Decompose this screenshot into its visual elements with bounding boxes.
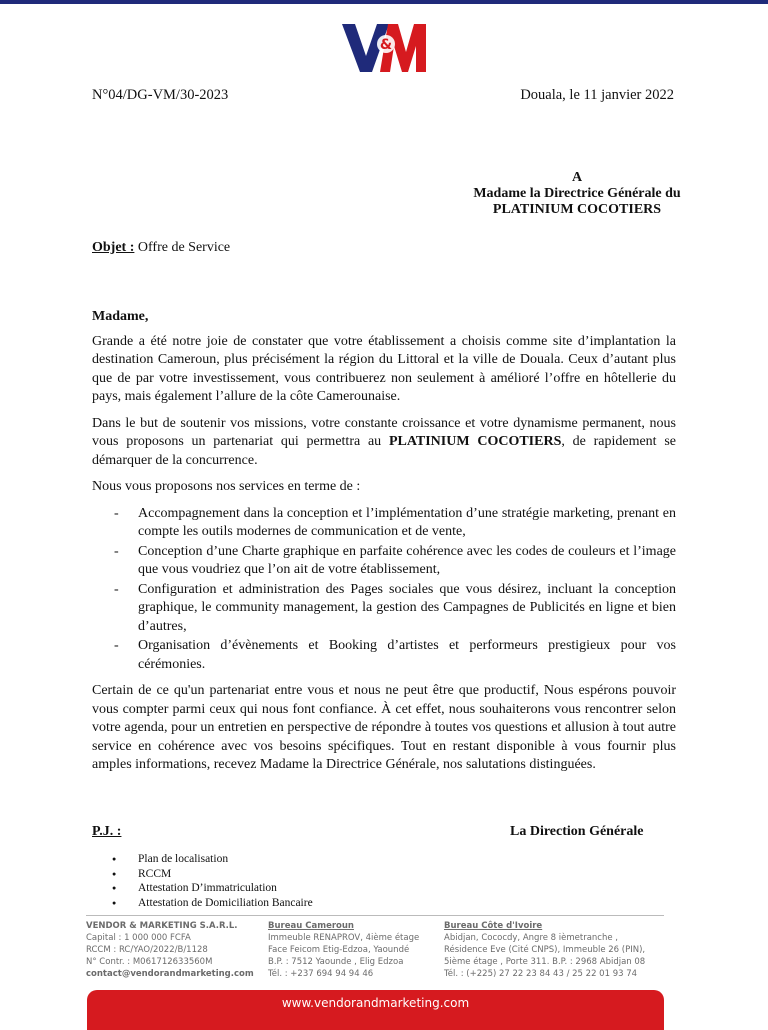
- service-item: - Organisation d’évènements et Booking d’artistes et performeurs prestigieux pour vos cérémonies.: [92, 637, 676, 674]
- letter-date: Douala, le 11 janvier 2022: [520, 87, 674, 103]
- subject-line: [92, 240, 230, 256]
- svg-text:&: &: [379, 37, 393, 53]
- recipient-block: [440, 170, 714, 218]
- letter-body: [92, 308, 676, 783]
- closing-paragraph: Certain de ce qu'un partenariat entre vous et nous ne peut être que productif, Nous espérons pouvoir vous compter parmi ceux qui nous font confiance. À cet effet, nous souhaiterons vous rencontrer selon votre agenda, pour un entretien en perspective de répondre à toutes vos questions et allusion à tout autre service en cohérence avec vos besoins spécifiques. Tout en restant disponible à vous fournir plus amples informations, recevez Madame la Directrice Générale, nos salutations distinguées.: [92, 683, 676, 772]
- footer-bureau-cameroun: [268, 920, 419, 980]
- paragraph-2-start: Dans le but de soutenir vos missions, votre constante croissance et votre dynamisme permanent, nous vous proposons un partenariat qui permettra au: [92, 415, 676, 449]
- subject-text: Offre de Service: [137, 240, 231, 255]
- attachment-item: ● RCCM: [112, 867, 313, 882]
- bureau-ivoire-phone: Tél. : (+225) 27 22 23 84 43 / 25 22 01 93 74: [444, 969, 638, 979]
- letter-reference: N°04/DG-VM/30-2023: [92, 87, 229, 103]
- footer-divider: [86, 915, 664, 916]
- attachment-item: ● Plan de localisation: [112, 852, 313, 867]
- footer-company-info: [86, 920, 254, 980]
- top-border-bar: [0, 0, 768, 4]
- paragraph-2-client-name: PLATINIUM COCOTIERS: [388, 434, 562, 449]
- recipient-line-3: PLATINIUM COCOTIERS: [492, 202, 662, 217]
- company-email[interactable]: contact@vendorandmarketing.com: [86, 969, 254, 979]
- footer-red-band: [87, 990, 664, 1030]
- paragraph-2-end: , de rapidement se démarquer de la concurrence.: [92, 434, 676, 468]
- bureau-ivoire-line: 5ième étage , Porte 311. B.P. : 2968 Abidjan 08: [444, 957, 646, 967]
- company-contr: N° Contr. : M061712633560M: [86, 957, 213, 967]
- service-item: - Accompagnement dans la conception et l’implémentation d’une stratégie marketing, prenant en compte les outils modernes de communication et de vente,: [92, 505, 676, 542]
- website-link[interactable]: www.vendorandmarketing.com: [281, 996, 470, 1010]
- subject-label: Objet :: [92, 240, 135, 255]
- services-list: [92, 505, 676, 675]
- attachments-label: P.J. :: [92, 824, 122, 839]
- footer-bureau-cote-ivoire: [444, 920, 645, 980]
- services-intro: Nous vous proposons nos services en terme de :: [92, 479, 361, 494]
- paragraph-2: [92, 415, 676, 471]
- company-rccm: RCCM : RC/YAO/2022/B/1128: [86, 945, 208, 955]
- salutation: Madame,: [92, 309, 149, 324]
- service-item: - Configuration et administration des Pages sociales que vous désirez, incluant la conception graphique, le community management, la gestion des Campagnes de Publicités en ligne et bien d’autres,: [92, 581, 676, 637]
- recipient-line-2: Madame la Directrice Générale du: [473, 186, 681, 201]
- bureau-ivoire-line: Abidjan, Cococdy, Angre 8 ièmetranche ,: [444, 933, 619, 943]
- bureau-ivoire-line: Résidence Eve (Cité CNPS), Immeuble 26 (PIN),: [444, 945, 646, 955]
- company-capital: Capital : 1 000 000 FCFA: [86, 933, 191, 943]
- company-name: VENDOR & MARKETING S.A.R.L.: [86, 921, 238, 931]
- bureau-cameroun-line: Immeuble RENAPROV, 4ième étage: [268, 933, 420, 943]
- recipient-line-1: A: [571, 170, 583, 185]
- vm-logo: [342, 22, 426, 74]
- signature: La Direction Générale: [510, 824, 644, 839]
- bureau-cameroun-line: Face Feicom Etig-Edzoa, Yaoundé: [268, 945, 410, 955]
- attachments-list: [112, 852, 313, 910]
- service-item: - Conception d’une Charte graphique en parfaite cohérence avec les codes de couleurs et l’image que vous voudriez que l’on ait de votre établissement,: [92, 543, 676, 580]
- attachment-item: ● Attestation de Domiciliation Bancaire: [112, 896, 313, 911]
- bureau-cameroun-title: Bureau Cameroun: [268, 921, 354, 931]
- attachment-item: ● Attestation D’immatriculation: [112, 881, 313, 896]
- bureau-cameroun-line: B.P. : 7512 Yaounde , Elig Edzoa: [268, 957, 404, 967]
- paragraph-1: Grande a été notre joie de constater que votre établissement a choisis comme site d’implantation la destination Cameroun, plus précisément la région du Littoral et la ville de Douala. Ceux d’autant plus que de par votre investissement, vous contribuerez non seulement à amélioré l’offre en hôtellerie du pays, mais également l’allure de la côte Camerounaise.: [92, 333, 676, 404]
- bureau-cameroun-phone: Tél. : +237 694 94 94 46: [268, 969, 374, 979]
- bureau-ivoire-title: Bureau Côte d'Ivoire: [444, 921, 543, 931]
